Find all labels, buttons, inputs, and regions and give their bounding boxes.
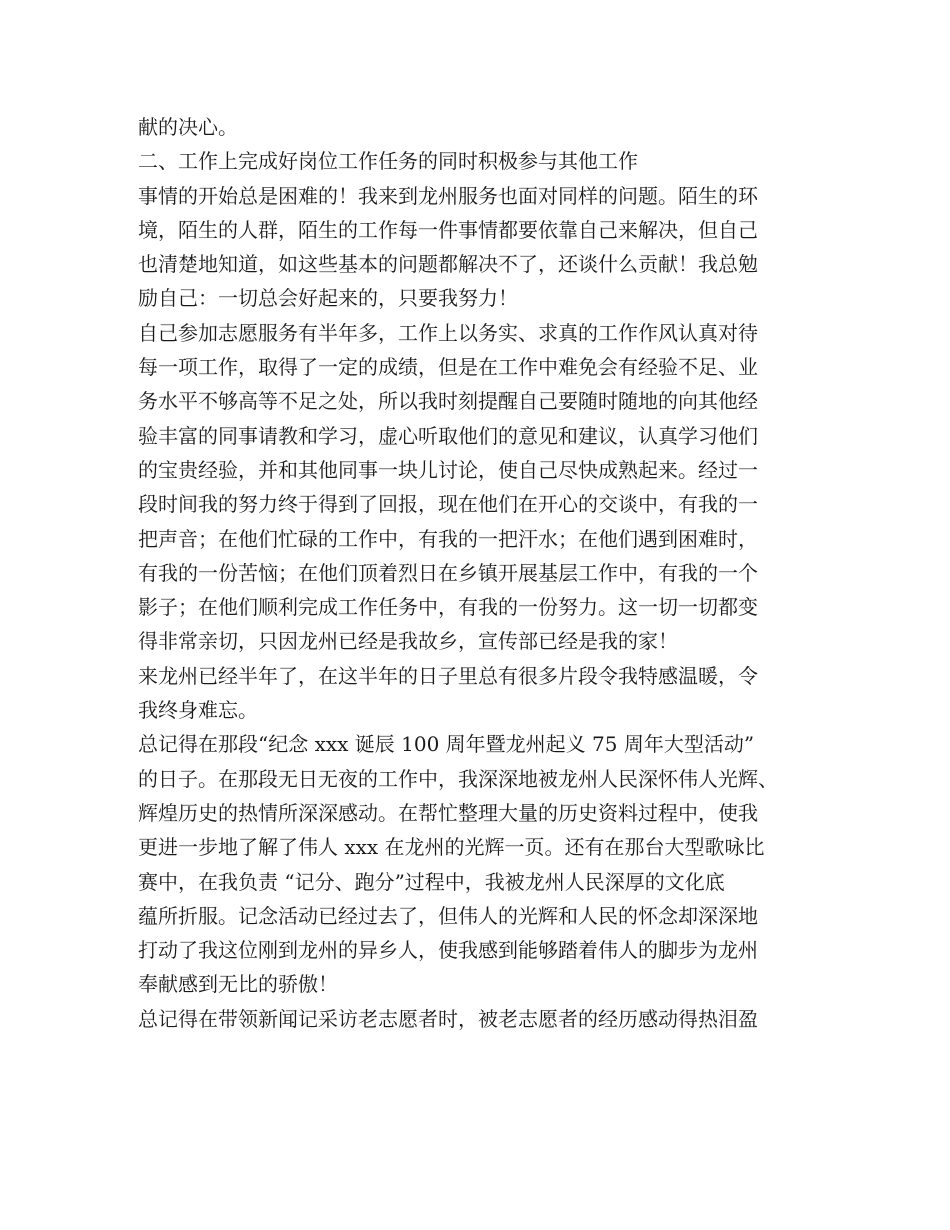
text-line: 段时间我的努力终于得到了回报，现在他们在开心的交谈中，有我的一 — [138, 492, 758, 517]
text-line: 献的决心。 — [138, 115, 238, 139]
text-line: 自己参加志愿服务有半年多，工作上以务实、求真的工作作风认真对待 — [138, 320, 758, 345]
text-line: 的宝贵经验，并和其他同事一块儿讨论，使自己尽快成熟起来。经过一 — [138, 457, 758, 482]
text-line: 辉煌历史的热情所深深感动。在帮忙整理大量的历史资料过程中，使我 — [138, 800, 758, 825]
text-line: 蕴所折服。记念活动已经过去了，但伟人的光辉和人民的怀念却深深地 — [138, 903, 758, 928]
text-line: 事情的开始总是困难的！我来到龙州服务也面对同样的问题。陌生的环 — [138, 183, 758, 208]
text-line: 境，陌生的人群，陌生的工作每一件事情都要依靠自己来解决，但自己 — [138, 217, 758, 242]
text-line: 的日子。在那段无日无夜的工作中，我深深地被龙州人民深怀伟人光辉、 — [138, 766, 778, 791]
text-line: 我终身难忘。 — [138, 698, 258, 723]
text-line: 总记得在带领新闻记采访老志愿者时，被老志愿者的经历感动得热泪盈 — [138, 1006, 758, 1031]
text-line: 奉献感到无比的骄傲！ — [138, 972, 338, 997]
text-line: 来龙州已经半年了，在这半年的日子里总有很多片段令我特感温暖，令 — [138, 663, 758, 688]
text-line: 赛中，在我负责 “记分、跑分”过程中，我被龙州人民深厚的文化底 — [138, 869, 725, 894]
text-line: 验丰富的同事请教和学习，虚心听取他们的意见和建议，认真学习他们 — [138, 423, 758, 448]
text-line: 励自己：一切总会好起来的，只要我努力！ — [138, 286, 518, 311]
text-line: 有我的一份苦恼；在他们顶着烈日在乡镇开展基层工作中，有我的一个 — [138, 560, 758, 585]
text-line: 影子；在他们顺利完成工作任务中，有我的一份努力。这一切一切都变 — [138, 595, 758, 620]
body-text — [138, 110, 818, 1036]
text-line: 把声音；在他们忙碌的工作中，有我的一把汗水；在他们遇到困难时， — [138, 526, 758, 551]
text-line: 打动了我这位刚到龙州的异乡人，使我感到能够踏着伟人的脚步为龙州 — [138, 938, 758, 963]
text-line: 务水平不够高等不足之处，所以我时刻提醒自己要随时随地的向其他经 — [138, 389, 758, 414]
text-line: 更进一步地了解了伟人 xxx 在龙州的光辉一页。还有在那台大型歌咏比 — [138, 835, 765, 860]
text-line: 每一项工作，取得了一定的成绩，但是在工作中难免会有经验不足、业 — [138, 355, 758, 380]
text-line: 也清楚地知道，如这些基本的问题都解决不了，还谈什么贡献！我总勉 — [138, 252, 758, 277]
text-line: 得非常亲切，只因龙州已经是我故乡，宣传部已经是我的家！ — [138, 629, 678, 654]
section-heading: 二、工作上完成好岗位工作任务的同时积极参与其他工作 — [138, 149, 638, 174]
text-line: 总记得在那段“纪念 xxx 诞辰 100 周年暨龙州起义 75 周年大型活动” — [138, 732, 755, 757]
